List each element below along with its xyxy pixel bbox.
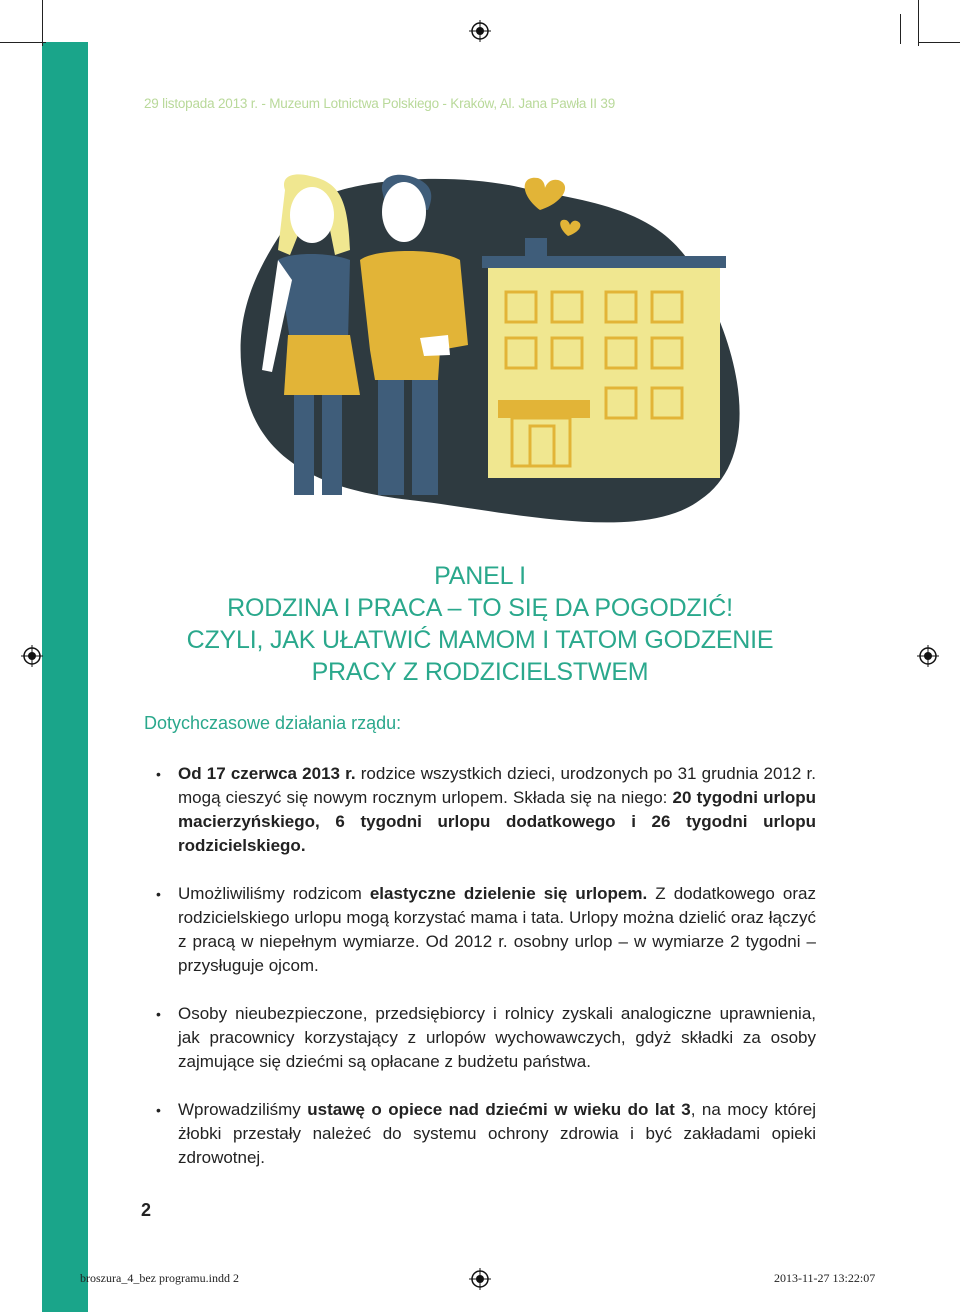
panel-title-line: CZYLI, JAK UŁATWIĆ MAMOM I TATOM GODZENIE <box>186 626 774 654</box>
man-face <box>382 182 426 242</box>
item-text: Osoby nieubezpieczone, przedsiębiorcy i rolnicy zyskali analogiczne uprawnienia, jak pracownicy korzystający z urlopów wychowawczych, gdyż składki za osoby zajmujące się dziećmi są opłacane z budżetu państwa. <box>178 1004 816 1071</box>
woman-face <box>290 187 334 243</box>
woman-skirt <box>284 335 360 395</box>
crop-mark-top-right-v2 <box>900 14 901 44</box>
bullet-icon: • <box>156 1006 161 1022</box>
crop-mark-top-right-v <box>918 0 919 46</box>
woman-leg-left <box>294 395 314 495</box>
item-text: rodzice wszystkich dzieci, urodzonych po 31 grudnia 2012 r. mogą cieszyć się nowym rocznym urlopem. Składa się na niego: <box>178 764 816 807</box>
crop-mark-top-right-h <box>918 42 960 43</box>
panel-title <box>100 560 860 688</box>
bullet-icon: • <box>156 766 161 782</box>
crop-mark-top-left-h <box>0 42 46 43</box>
man-hand <box>420 335 450 356</box>
man-leg-right <box>412 380 438 495</box>
item-text-bold: elastyczne dzielenie się urlopem. <box>369 884 648 903</box>
registration-mark-icon <box>469 1268 491 1290</box>
bullet-icon: • <box>156 1102 161 1118</box>
building-chimney <box>525 238 547 258</box>
accent-sidebar-bar <box>42 42 88 1312</box>
building-roof <box>482 256 726 268</box>
item-text-bold: 20 tygodni urlopu macierzyńskiego, 6 tygodni urlopu dodatkowego i 26 tygodni urlopu rodzicielskiego. <box>178 788 816 855</box>
list-item <box>156 882 816 978</box>
family-and-building-illustration <box>200 160 760 560</box>
panel-title-line: PRACY Z RODZICIELSTWEM <box>311 658 649 686</box>
item-text: , na mocy której żłobki przestały należeć do systemu ochrony zdrowia i być zakładami opieki zdrowotnej. <box>178 1100 816 1167</box>
item-text-bold: Od 17 czerwca 2013 r. <box>178 764 356 783</box>
bullet-list <box>156 762 816 1194</box>
list-item <box>156 762 816 858</box>
registration-mark-icon <box>21 645 43 667</box>
section-subheading: Dotychczasowe działania rządu: <box>144 713 402 733</box>
item-text: Umożliwiliśmy rodzicom <box>178 884 370 903</box>
man-leg-left <box>378 380 404 495</box>
panel-title-line: RODZINA I PRACA – TO SIĘ DA POGODZIĆ! <box>227 594 733 622</box>
building-awning <box>498 400 590 418</box>
item-text-bold: ustawę o opiece nad dziećmi w wieku do lat 3 <box>307 1100 691 1119</box>
woman-leg-right <box>322 395 342 495</box>
page-number: 2 <box>141 1200 152 1220</box>
list-item <box>156 1098 816 1170</box>
item-text: Wprowadziliśmy <box>178 1100 308 1119</box>
item-text: Z dodatkowego oraz rodzicielskiego urlopu mogą korzystać mama i tata. Urlopy można dzielić oraz łączyć z pracą w niepełnym wymiarze. Od 2012 r. osobny urlop – w wymiarze 2 tygodni – przysługuje ojcom. <box>178 884 816 975</box>
building-body <box>488 268 720 478</box>
woman-top <box>278 254 350 340</box>
panel-title-line: PANEL I <box>434 562 526 590</box>
crop-mark-top-left-v <box>42 0 43 46</box>
registration-mark-icon <box>917 645 939 667</box>
footer-timestamp: 2013-11-27 13:22:07 <box>774 1271 876 1285</box>
bullet-icon: • <box>156 886 161 902</box>
list-item <box>156 1002 816 1074</box>
footer-file-name: broszura_4_bez programu.indd 2 <box>80 1271 239 1285</box>
registration-mark-icon <box>469 20 491 42</box>
event-info-header: 29 listopada 2013 r. - Muzeum Lotnictwa Polskiego - Kraków, Al. Jana Pawła II 39 <box>144 96 616 111</box>
